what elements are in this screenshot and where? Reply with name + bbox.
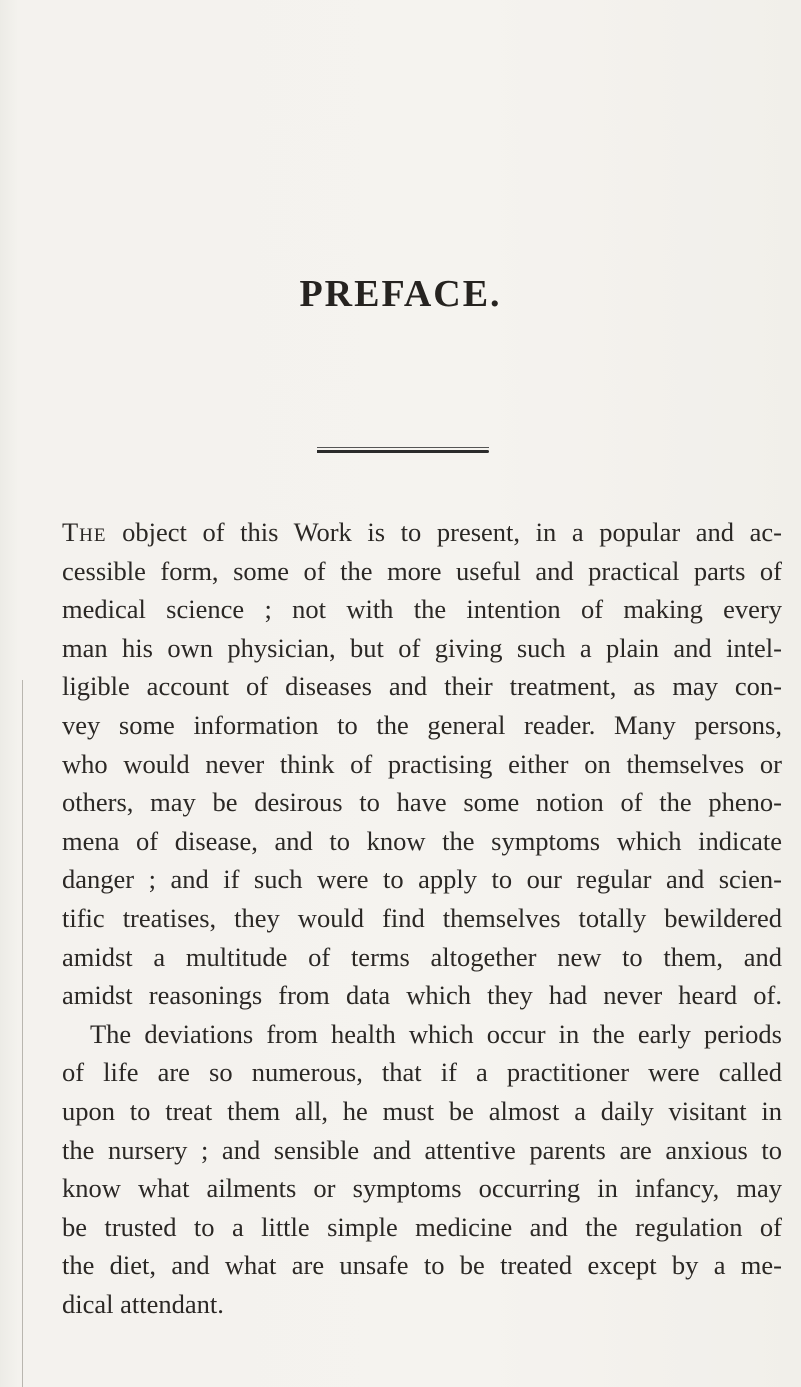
paragraph-1-line-5: ligible account of diseases and their treatment, as may con- [62, 671, 782, 702]
paragraph-2-line-3: upon to treat them all, he must be almost a daily visitant in [62, 1095, 782, 1126]
paragraph-2-line-8: dical attendant. [62, 1288, 224, 1319]
paragraph-1-line-9: mena of disease, and to know the symptoms which indicate [62, 825, 782, 856]
rule-thick-line [317, 450, 489, 453]
paragraph-1-line-11: tific treatises, they would find themselves totally bewildered [62, 902, 782, 933]
page-heading: PREFACE. [299, 273, 502, 315]
paragraph-1-line-6: vey some information to the general reader. Many persons, [62, 709, 782, 740]
paragraph-2-line-7: the diet, and what are unsafe to be treated except by a me- [62, 1250, 782, 1281]
paragraph-1-line-7: who would never think of practising either on themselves or [62, 748, 782, 779]
paragraph-1-line-1 [62, 513, 782, 552]
paragraph-2-line-2: of life are so numerous, that if a practitioner were called [62, 1057, 782, 1088]
paragraph-2-line-6: be trusted to a little simple medicine and the regulation of [62, 1211, 782, 1242]
paragraph-2-line-4: the nursery ; and sensible and attentive parents are anxious to [62, 1134, 782, 1165]
rule-thin-line [317, 447, 489, 448]
paragraph-1-line-2: cessible form, some of the more useful and practical parts of [62, 555, 782, 586]
paragraph-1-line-3: medical science ; not with the intention of making every [62, 594, 782, 625]
paragraph-1-line-8: others, may be desirous to have some notion of the pheno- [62, 787, 782, 818]
paragraph-1-line-4: man his own physician, but of giving such a plain and intel- [62, 632, 782, 663]
paragraph-1-line-10: danger ; and if such were to apply to our regular and scien- [62, 864, 782, 895]
binding-edge [22, 680, 23, 1387]
ornamental-rule [317, 447, 489, 453]
paragraph-1-line-12: amidst a multitude of terms altogether new to them, and [62, 941, 782, 972]
preface-body [62, 513, 782, 1323]
paragraph-2-line-1: The deviations from health which occur in the early periods [90, 1018, 782, 1049]
paragraph-1-lead-word: The [62, 517, 107, 547]
paragraph-1-line-13: amidst reasonings from data which they had never heard of. [62, 980, 782, 1011]
paragraph-2-line-5: know what ailments or symptoms occurring in infancy, may [62, 1173, 782, 1204]
paragraph-1-line-1-text: object of this Work is to present, in a popular and ac- [106, 517, 782, 547]
